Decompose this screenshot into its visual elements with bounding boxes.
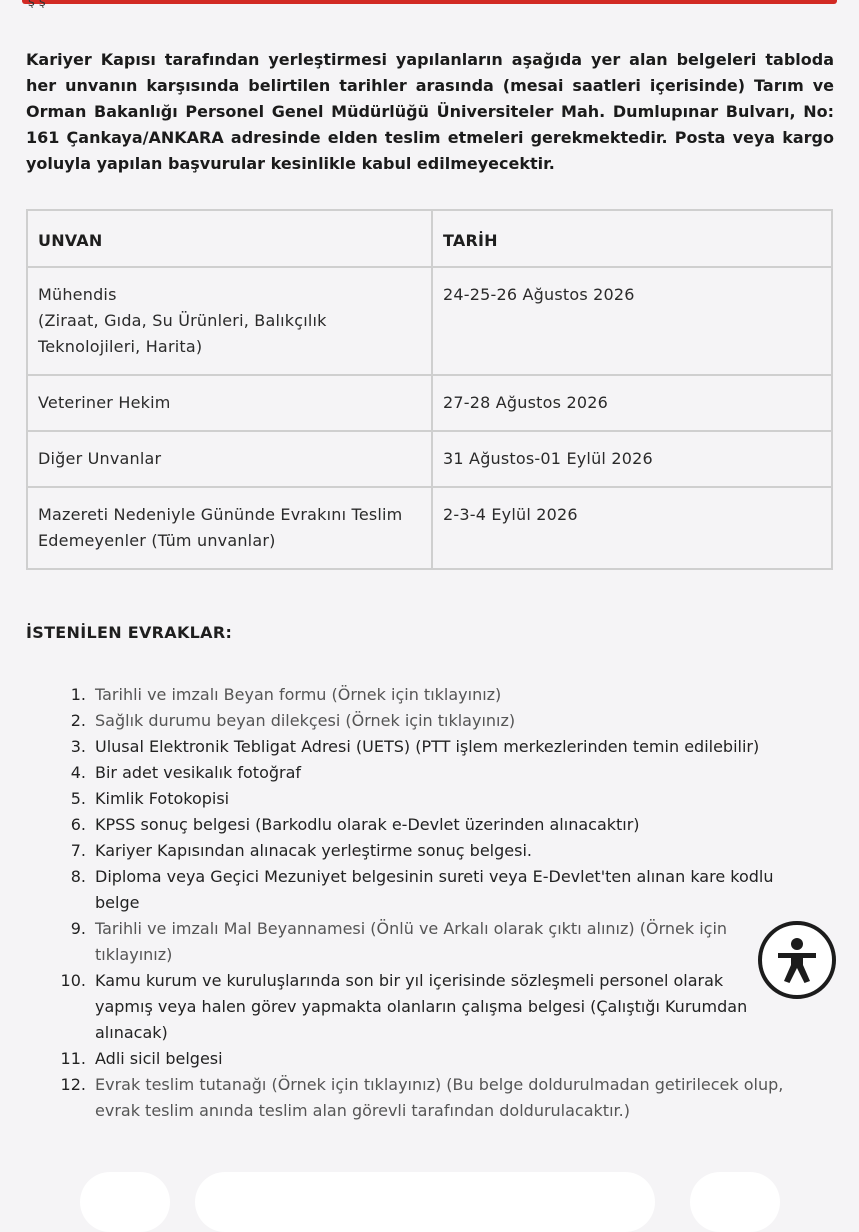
- unvan-line: Mühendis: [38, 285, 117, 304]
- document-text-line: alınacak): [95, 1023, 168, 1042]
- document-text-line: Evrak teslim tutanağı (Örnek için tıklayınız) (Bu belge doldurulmadan getirilecek olup,: [95, 1075, 784, 1094]
- document-text-line: Tarihli ve imzalı Mal Beyannamesi (Önlü ve Arkalı olarak çıktı alınız) (Örnek için: [95, 919, 728, 938]
- required-documents-list: [26, 682, 806, 1124]
- unvan-cell: [27, 375, 432, 431]
- accessibility-button[interactable]: [758, 921, 836, 999]
- unvan-line: Diğer Unvanlar: [38, 449, 162, 468]
- document-text-line: tıklayınız): [95, 945, 173, 964]
- list-item[interactable]: [26, 916, 806, 968]
- document-text-line: yapmış veya halen görev yapmakta olanların çalışma belgesi (Çalıştığı Kurumdan: [95, 997, 748, 1016]
- list-item: [26, 968, 806, 1046]
- tarih-cell: 24-25-26 Ağustos 2026: [432, 267, 832, 375]
- unvan-line: Edemeyenler (Tüm unvanlar): [38, 531, 276, 550]
- unvan-line: (Ziraat, Gıda, Su Ürünleri, Balıkçılık: [38, 311, 327, 330]
- document-text-line: KPSS sonuç belgesi (Barkodlu olarak e-Devlet üzerinden alınacaktır): [95, 815, 640, 834]
- list-item-number: 12.: [60, 1075, 86, 1094]
- list-item: [26, 734, 806, 760]
- tarih-cell: 2-3-4 Eylül 2026: [432, 487, 832, 569]
- document-text-line: Ulusal Elektronik Tebligat Adresi (UETS) (PTT işlem merkezlerinden temin edilebilir): [95, 737, 760, 756]
- list-item[interactable]: [26, 1072, 806, 1124]
- list-item-number: 3.: [70, 737, 86, 756]
- list-item-number: 11.: [60, 1049, 86, 1068]
- unvan-line: Veteriner Hekim: [38, 393, 171, 412]
- document-text: [95, 838, 806, 864]
- bottom-nav-shape-left: [80, 1172, 170, 1232]
- document-text: [95, 786, 806, 812]
- list-item: [26, 812, 806, 838]
- list-item: [26, 786, 806, 812]
- list-item-number: 5.: [70, 789, 86, 808]
- document-link[interactable]: [95, 916, 806, 968]
- document-text-line: belge: [95, 893, 140, 912]
- document-link[interactable]: [95, 708, 806, 734]
- list-item[interactable]: [26, 682, 806, 708]
- document-text-line: Adli sicil belgesi: [95, 1049, 223, 1068]
- table-row: [27, 267, 832, 375]
- unvan-cell: [27, 487, 432, 569]
- document-text-line: evrak teslim anında teslim alan görevli tarafından doldurulacaktır.): [95, 1101, 630, 1120]
- document-link[interactable]: [95, 682, 806, 708]
- unvan-line: Teknolojileri, Harita): [38, 337, 203, 356]
- accessibility-icon: [769, 932, 825, 988]
- top-accent-bar: [22, 0, 837, 4]
- list-item[interactable]: [26, 708, 806, 734]
- tarih-cell: 27-28 Ağustos 2026: [432, 375, 832, 431]
- list-item-number: 2.: [70, 711, 86, 730]
- document-text-line: Sağlık durumu beyan dilekçesi (Örnek için tıklayınız): [95, 711, 516, 730]
- intro-paragraph: Kariyer Kapısı tarafından yerleştirmesi yapılanların aşağıda yer alan belgeleri tabloda her unvanın karşısında belirtilen tarihler arasında (mesai saatleri içerisinde) Tarım ve Orman Bakanlığı Personel Genel Müdürlüğü Üniversiteler Mah. Dumlupınar Bulvarı, No: 161 Çankaya/ANKARA adresinde elden teslim etmeleri gerekmektedir. Posta veya kargo yoluyla yapılan başvurular kesinlikle kabul edilmeyecektir.: [26, 50, 834, 173]
- table-row: [27, 431, 832, 487]
- delivery-dates-table: [26, 209, 833, 570]
- list-item-number: 1.: [70, 685, 86, 704]
- list-item-number: 7.: [70, 841, 86, 860]
- document-text-line: Diploma veya Geçici Mezuniyet belgesinin sureti veya E-Devlet'ten alınan kare kodlu: [95, 867, 774, 886]
- unvan-cell: [27, 267, 432, 375]
- bottom-nav-shape-center: [195, 1172, 655, 1232]
- list-item-number: 4.: [70, 763, 86, 782]
- list-item: [26, 1046, 806, 1072]
- column-header-unvan: UNVAN: [27, 210, 432, 267]
- list-item: [26, 864, 806, 916]
- document-text: [95, 812, 806, 838]
- cut-off-header-text: ş ş: [28, 0, 46, 8]
- document-text-line: Tarihli ve imzalı Beyan formu (Örnek için tıklayınız): [95, 685, 502, 704]
- document-text: [95, 734, 806, 760]
- document-text: [95, 1046, 806, 1072]
- list-item-number: 8.: [70, 867, 86, 886]
- list-item-number: 9.: [70, 919, 86, 938]
- list-item: [26, 760, 806, 786]
- document-text-line: Kariyer Kapısından alınacak yerleştirme sonuç belgesi.: [95, 841, 532, 860]
- document-text-line: Kimlik Fotokopisi: [95, 789, 230, 808]
- unvan-line: Mazereti Nedeniyle Gününde Evrakını Teslim: [38, 505, 403, 524]
- document-link[interactable]: [95, 1072, 806, 1124]
- document-text-line: Bir adet vesikalık fotoğraf: [95, 763, 302, 782]
- bottom-nav-shape-right: [690, 1172, 780, 1232]
- unvan-cell: [27, 431, 432, 487]
- document-text: [95, 760, 806, 786]
- list-item-number: 10.: [60, 971, 86, 990]
- table-row: [27, 375, 832, 431]
- document-text-line: Kamu kurum ve kuruluşlarında son bir yıl içerisinde sözleşmeli personel olarak: [95, 971, 724, 990]
- table-row: [27, 487, 832, 569]
- list-item: [26, 838, 806, 864]
- column-header-tarih: TARİH: [432, 210, 832, 267]
- list-item-number: 6.: [70, 815, 86, 834]
- document-text: [95, 864, 806, 916]
- documents-section-title: İSTENİLEN EVRAKLAR:: [26, 623, 233, 642]
- tarih-cell: 31 Ağustos-01 Eylül 2026: [432, 431, 832, 487]
- document-text: [95, 968, 806, 1046]
- table-header-row: [27, 210, 832, 267]
